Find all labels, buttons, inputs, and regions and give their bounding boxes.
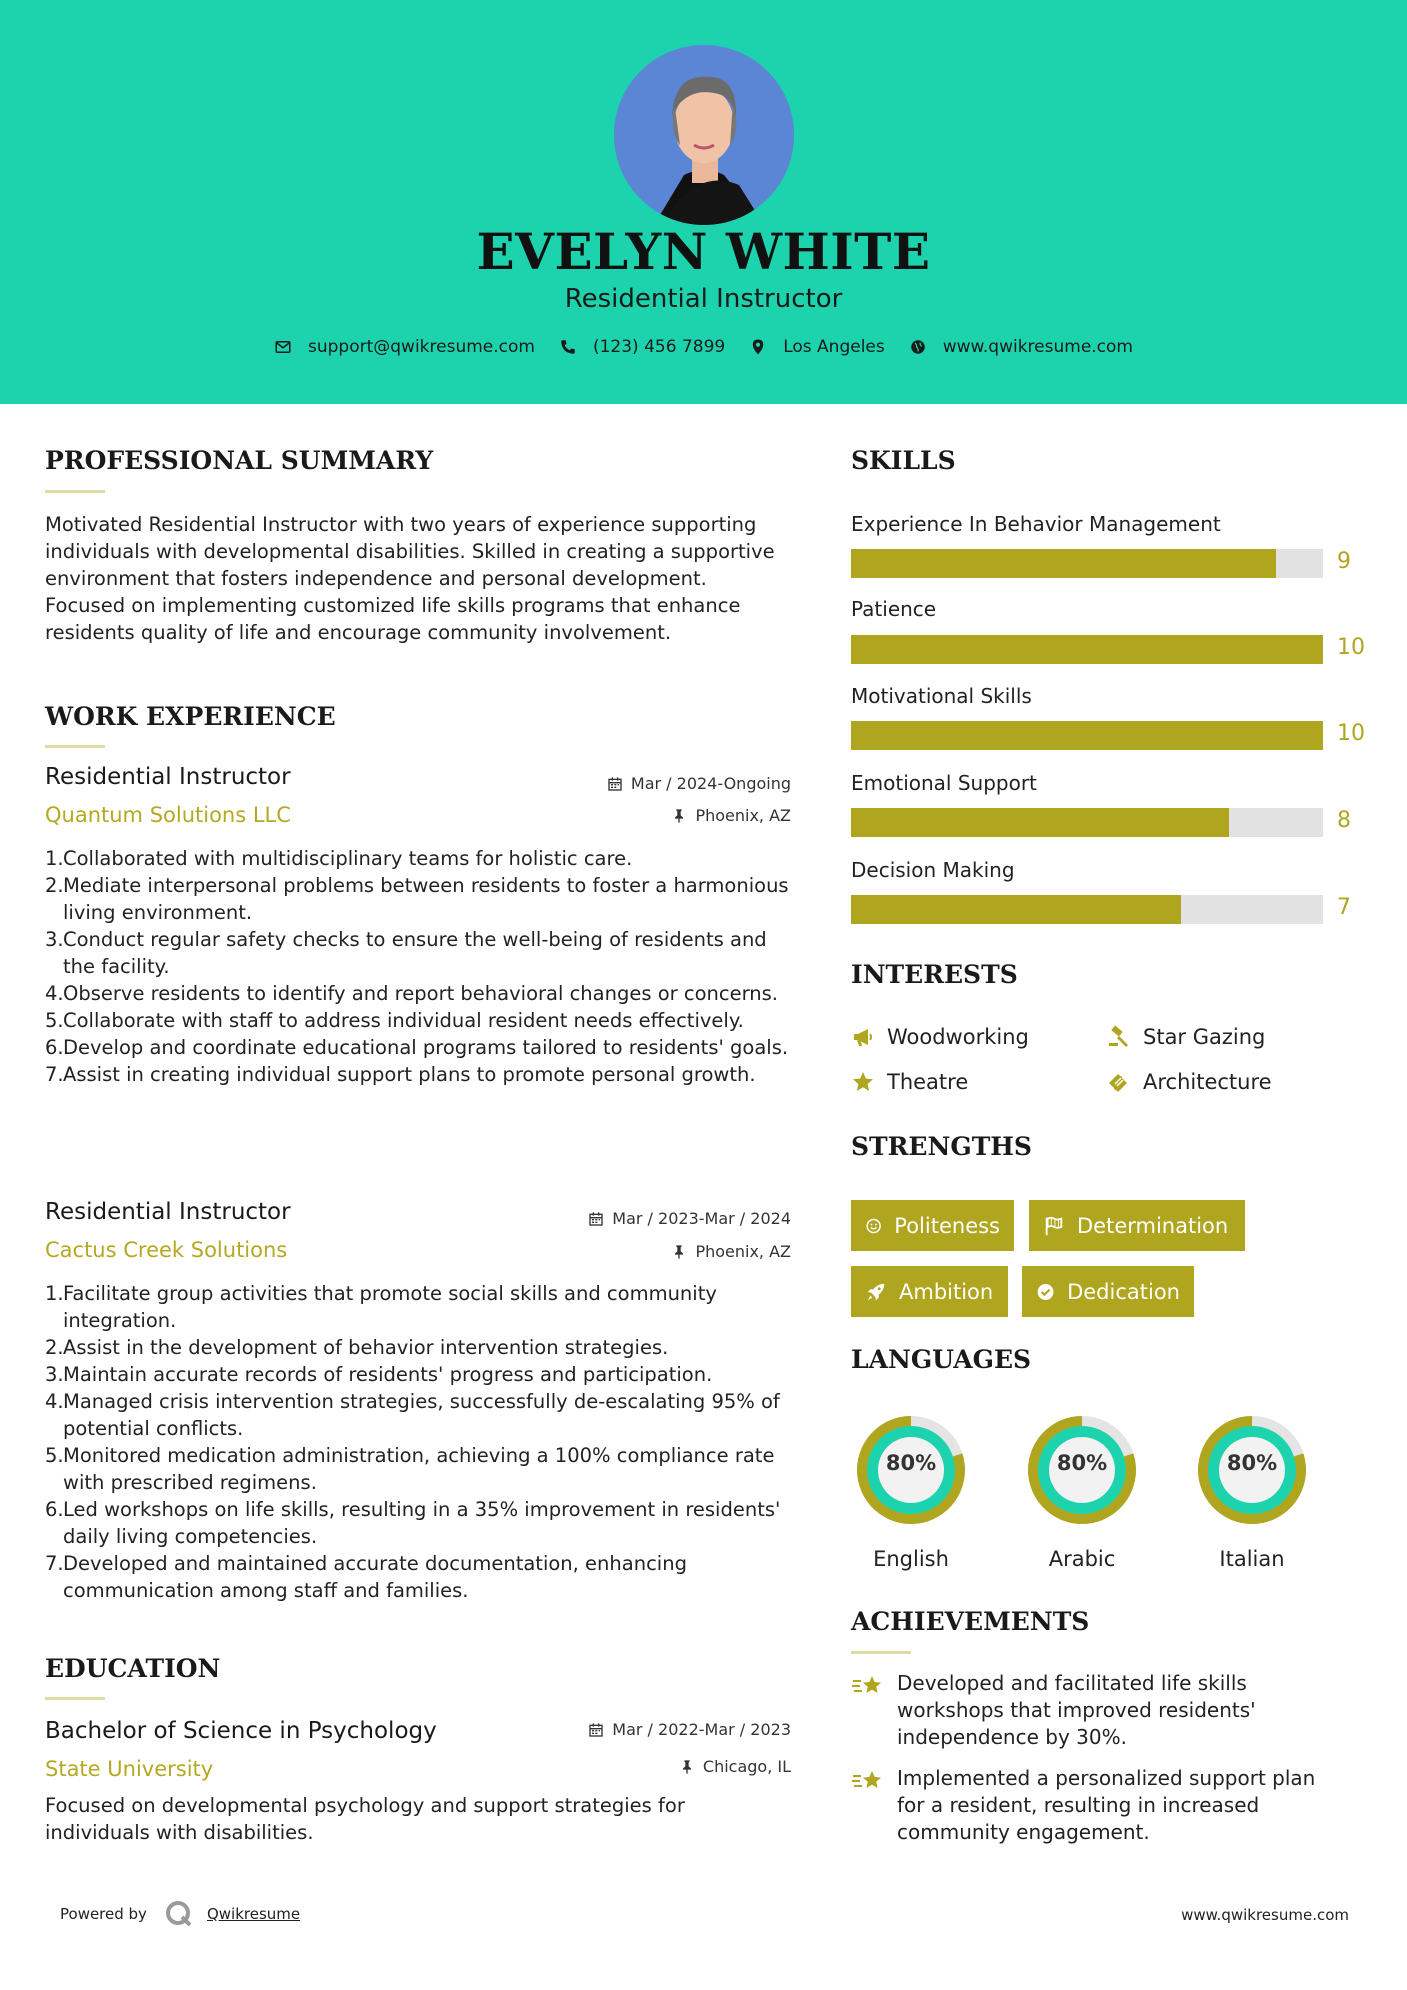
star-icon bbox=[851, 1070, 875, 1094]
phone-icon bbox=[559, 338, 577, 356]
education-school: State University bbox=[45, 1757, 214, 1781]
interests-heading: INTERESTS bbox=[851, 960, 1018, 989]
skill-1-value: 9 bbox=[1337, 549, 1351, 574]
job-1-dates bbox=[500, 774, 791, 793]
envelope-icon bbox=[274, 338, 292, 356]
skill-1-label: Experience In Behavior Management bbox=[851, 512, 1221, 536]
interest-theatre: Theatre bbox=[851, 1070, 968, 1094]
profile-photo bbox=[614, 45, 794, 225]
achievement-2 bbox=[851, 1765, 1347, 1846]
skill-4-label: Emotional Support bbox=[851, 771, 1037, 795]
shooting-star-icon bbox=[851, 1767, 885, 1797]
job-2-company: Cactus Creek Solutions bbox=[45, 1238, 288, 1262]
skill-4-track bbox=[851, 808, 1323, 837]
job-2-dates-text: Mar / 2023-Mar / 2024 bbox=[612, 1209, 791, 1228]
skill-3-label: Motivational Skills bbox=[851, 684, 1032, 708]
job-1-title: Residential Instructor bbox=[45, 764, 291, 790]
achievements-divider bbox=[851, 1651, 911, 1654]
list-item: 4. Observe residents to identify and report behavioral changes or concerns. bbox=[45, 982, 778, 1005]
footer-website[interactable]: www.qwikresume.com bbox=[1181, 1906, 1349, 1924]
list-item: 1. Collaborated with multidisciplinary teams for holistic care. bbox=[45, 847, 633, 870]
list-item: 6. Led workshops on life skills, resulting in a 35% improvement in residents' daily living competencies. bbox=[45, 1498, 781, 1548]
education-location bbox=[500, 1757, 791, 1776]
list-item: 7. Assist in creating individual support plans to promote personal growth. bbox=[45, 1063, 756, 1086]
list-item: 7. Developed and maintained accurate documentation, enhancing communication among staff and families. bbox=[45, 1552, 687, 1602]
job-2-location-text: Phoenix, AZ bbox=[695, 1242, 791, 1261]
list-item: 5. Collaborate with staff to address individual resident needs effectively. bbox=[45, 1009, 744, 1032]
skill-1-track bbox=[851, 549, 1323, 578]
job-2-title: Residential Instructor bbox=[45, 1199, 291, 1225]
skill-2-value: 10 bbox=[1337, 635, 1365, 660]
interest-woodworking: Woodworking bbox=[851, 1025, 1029, 1049]
job-2-location bbox=[500, 1242, 791, 1261]
candidate-name: EVELYN WHITE bbox=[476, 222, 931, 281]
email-text: support@qwikresume.com bbox=[308, 337, 535, 357]
location-text: Los Angeles bbox=[783, 337, 885, 357]
skill-5-label: Decision Making bbox=[851, 858, 1015, 882]
website-text: www.qwikresume.com bbox=[942, 337, 1133, 357]
globe-icon bbox=[909, 338, 927, 356]
summary-text: Motivated Residential Instructor with two years of experience supporting individuals with developmental disabilities. Skilled in creating a supportive environment that fosters independence and personal development. Focused on implementing customized life skills programs that enhance residents quality of life and encourage community involvement. bbox=[45, 513, 775, 644]
skill-3-track bbox=[851, 721, 1323, 750]
education-location-text: Chicago, IL bbox=[702, 1757, 791, 1776]
work-heading: WORK EXPERIENCE bbox=[45, 702, 336, 731]
list-item: 3. Conduct regular safety checks to ensure the well-being of residents and the facility. bbox=[45, 928, 767, 978]
language-arabic-name: Arabic bbox=[1048, 1547, 1116, 1571]
list-item: 5. Monitored medication administration, achieving a 100% compliance rate with prescribed regimens. bbox=[45, 1444, 775, 1494]
skill-2-label: Patience bbox=[851, 597, 937, 621]
skill-3-value: 10 bbox=[1337, 721, 1365, 746]
strength-determination: Determination bbox=[1029, 1200, 1245, 1251]
work-divider bbox=[45, 745, 105, 748]
phone-text: (123) 456 7899 bbox=[592, 337, 726, 357]
achievement-2-text: Implemented a personalized support plan for a resident, resulting in increased community engagement. bbox=[897, 1766, 1316, 1844]
candidate-title: Residential Instructor bbox=[564, 284, 843, 314]
language-english-percent: 80% bbox=[885, 1451, 937, 1475]
skill-2-fill bbox=[851, 635, 1323, 664]
contact-bar bbox=[0, 337, 1407, 357]
skill-4-fill bbox=[851, 808, 1229, 837]
qwikresume-link[interactable]: Qwikresume bbox=[206, 1905, 301, 1923]
language-english-name: English bbox=[873, 1547, 949, 1571]
ticket-icon bbox=[1107, 1070, 1131, 1094]
skill-3-fill bbox=[851, 721, 1323, 750]
qwikresume-logo-icon bbox=[163, 1898, 195, 1930]
megaphone-icon bbox=[851, 1025, 875, 1049]
job-1-company: Quantum Solutions LLC bbox=[45, 803, 291, 827]
check-circle-icon bbox=[1036, 1281, 1055, 1303]
education-dates-text: Mar / 2022-Mar / 2023 bbox=[612, 1720, 791, 1739]
calendar-icon bbox=[588, 1211, 604, 1227]
contact-phone[interactable] bbox=[559, 337, 725, 357]
achievements-heading: ACHIEVEMENTS bbox=[851, 1607, 1090, 1636]
list-item: 1. Facilitate group activities that promote social skills and community integration. bbox=[45, 1282, 717, 1332]
strength-politeness: Politeness bbox=[851, 1200, 1014, 1251]
list-item: 2. Assist in the development of behavior intervention strategies. bbox=[45, 1336, 669, 1359]
footer-powered-by bbox=[60, 1898, 300, 1930]
job-1-bullets bbox=[45, 845, 790, 1088]
language-italian-name: Italian bbox=[1219, 1547, 1285, 1571]
interest-star-gazing: Star Gazing bbox=[1107, 1025, 1265, 1049]
calendar-icon bbox=[588, 1722, 604, 1738]
shooting-star-icon bbox=[851, 1672, 885, 1702]
job-1-location bbox=[500, 806, 791, 825]
skills-heading: SKILLS bbox=[851, 446, 956, 475]
language-italian-percent: 80% bbox=[1226, 1451, 1278, 1475]
flag-icon bbox=[1043, 1215, 1065, 1237]
education-description: Focused on developmental psychology and support strategies for individuals with disabilities. bbox=[45, 1794, 685, 1844]
achievement-1 bbox=[851, 1670, 1347, 1751]
education-heading: EDUCATION bbox=[45, 1654, 221, 1683]
summary-divider bbox=[45, 490, 105, 493]
gavel-icon bbox=[1107, 1025, 1131, 1049]
job-1-dates-text: Mar / 2024-Ongoing bbox=[630, 774, 791, 793]
powered-by-text: Powered by bbox=[60, 1905, 147, 1923]
skill-4-value: 8 bbox=[1337, 808, 1351, 833]
skill-2-track bbox=[851, 635, 1323, 664]
pushpin-icon bbox=[671, 808, 687, 824]
list-item: 2. Mediate interpersonal problems between residents to foster a harmonious living environment. bbox=[45, 874, 789, 924]
smile-icon bbox=[865, 1215, 882, 1237]
education-divider bbox=[45, 1697, 105, 1700]
contact-location bbox=[749, 337, 885, 357]
portrait-illustration bbox=[614, 45, 794, 225]
strengths-heading: STRENGTHS bbox=[851, 1132, 1032, 1161]
job-2-dates bbox=[500, 1209, 791, 1228]
list-item: 6. Develop and coordinate educational programs tailored to residents' goals. bbox=[45, 1036, 789, 1059]
skill-5-fill bbox=[851, 895, 1181, 924]
interest-architecture: Architecture bbox=[1107, 1070, 1272, 1094]
job-1-location-text: Phoenix, AZ bbox=[695, 806, 791, 825]
contact-email[interactable] bbox=[274, 337, 535, 357]
education-dates bbox=[500, 1720, 791, 1739]
strength-ambition: Ambition bbox=[851, 1266, 1008, 1317]
strength-dedication: Dedication bbox=[1022, 1266, 1194, 1317]
skill-5-value: 7 bbox=[1337, 895, 1351, 920]
skill-1-fill bbox=[851, 549, 1276, 578]
rocket-icon bbox=[865, 1281, 887, 1303]
languages-heading: LANGUAGES bbox=[851, 1345, 1032, 1374]
skill-5-track bbox=[851, 895, 1323, 924]
pushpin-icon bbox=[679, 1759, 695, 1775]
list-item: 4. Managed crisis intervention strategies, successfully de-escalating 95% of potential conflicts. bbox=[45, 1390, 780, 1440]
job-2-bullets bbox=[45, 1280, 790, 1604]
pushpin-icon bbox=[671, 1244, 687, 1260]
list-item: 3. Maintain accurate records of residents' progress and participation. bbox=[45, 1363, 713, 1386]
achievement-1-text: Developed and facilitated life skills workshops that improved residents' independence by 30%. bbox=[897, 1671, 1256, 1749]
summary-heading: PROFESSIONAL SUMMARY bbox=[45, 446, 434, 475]
language-arabic-percent: 80% bbox=[1056, 1451, 1108, 1475]
education-degree: Bachelor of Science in Psychology bbox=[45, 1718, 437, 1744]
calendar-icon bbox=[607, 776, 623, 792]
contact-website[interactable] bbox=[909, 337, 1133, 357]
header-banner bbox=[0, 0, 1407, 404]
map-pin-icon bbox=[749, 338, 767, 356]
